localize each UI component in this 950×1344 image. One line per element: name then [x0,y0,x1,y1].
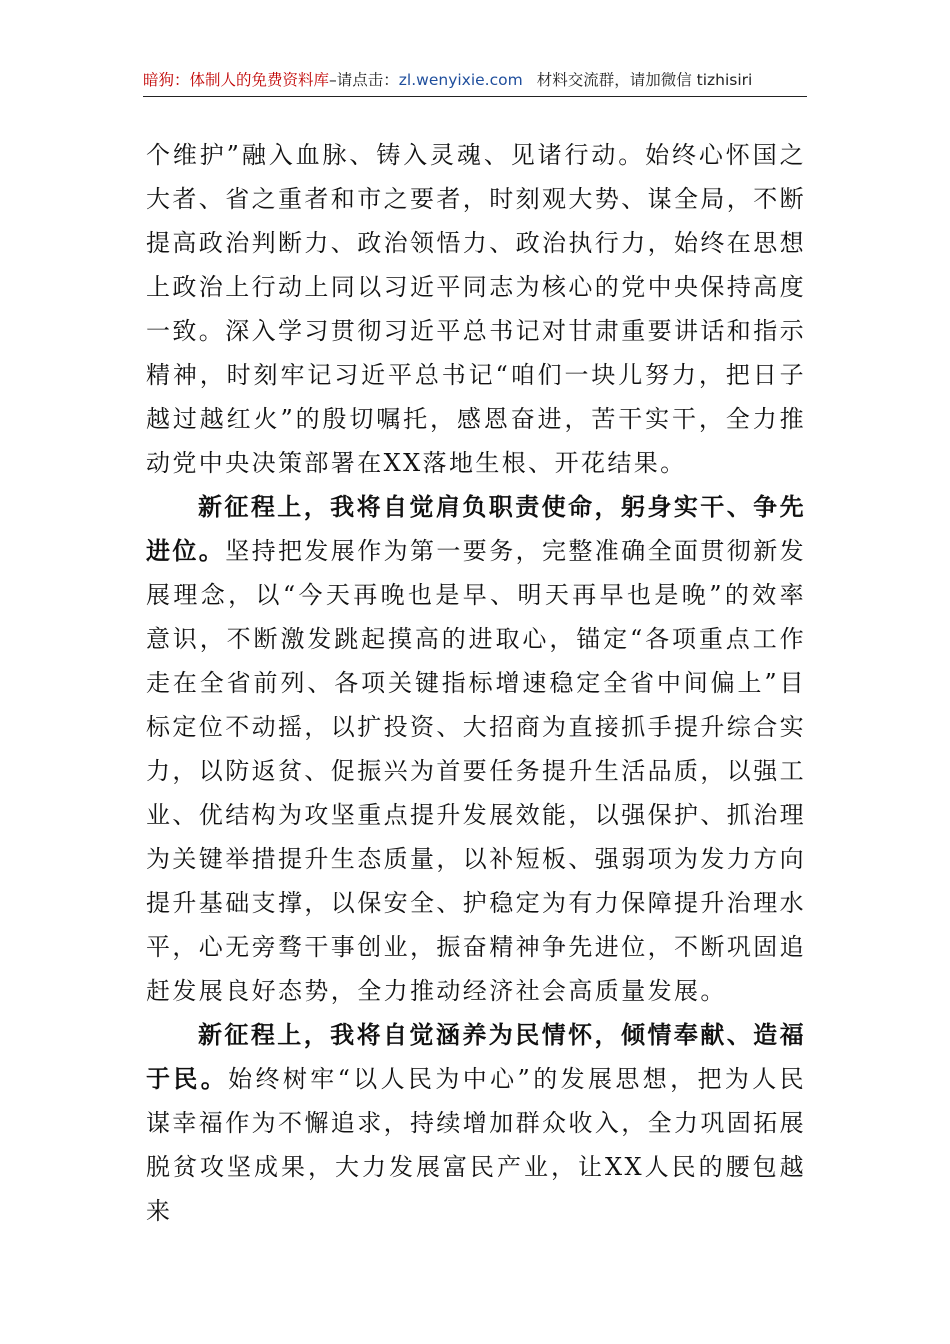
paragraph-1 [146,133,806,485]
paragraph-3-heading: 新征程上，我将自觉涵养为民情怀，倾情奉献、造福于民。 [146,1020,806,1093]
paragraph-2-text: 坚持把发展作为第一要务，完整准确全面贯彻新发展理念，以“今天再晚也是早、明天再早也是晚”的效率意识，不断激发跳起摸高的进取心，锚定“各项重点工作走在全省前列、各项关键指标增速稳定全省中间偏上”目标定位不动摇，以扩投资、大招商为直接抓手提升综合实力，以防返贫、促振兴为首要任务提升生活品质，以强工业、优结构为攻坚重点提升发展效能，以强保护、抓治理为关键举措提升生态质量，以补短板、强弱项为发力方向提升基础支撑，以保安全、护稳定为有力保障提升治理水平，心无旁骛干事创业，振奋精神争先进位，不断巩固追赶发展良好态势，全力推动经济社会高质量发展。 [146,537,807,1005]
header-brand: 暗狗：体制人的免费资料库 [143,71,330,89]
document-body [146,133,806,1233]
paragraph-3-text: 始终树牢“以人民为中心”的发展思想，把为人民谋幸福作为不懈追求，持续增加群众收入，全力巩固拓展脱贫攻坚成果，大力发展富民产业，让XX人民的腰包越来 [146,1065,806,1225]
header-bar [143,66,807,97]
header-url-link[interactable]: zl.wenyixie.com [398,71,523,89]
header-group-text: 材料交流群，请加微信 tizhisiri [536,71,753,89]
paragraph-3 [146,1013,806,1233]
paragraph-2 [146,485,806,1013]
header-click-prompt: –请点击： [329,71,399,89]
paragraph-2-heading: 新征程上，我将自觉肩负职责使命，躬身实干、争先进位。 [146,492,806,565]
paragraph-1-text: 个维护”融入血脉、铸入灵魂、见诸行动。始终心怀国之大者、省之重者和市之要者，时刻观大势、谋全局，不断提高政治判断力、政治领悟力、政治执行力，始终在思想上政治上行动上同以习近平同志为核心的党中央保持高度一致。深入学习贯彻习近平总书记对甘肃重要讲话和指示精神，时刻牢记习近平总书记“咱们一块儿努力，把日子越过越红火”的殷切嘱托，感恩奋进，苦干实干，全力推动党中央决策部署在XX落地生根、开花结果。 [146,141,806,477]
